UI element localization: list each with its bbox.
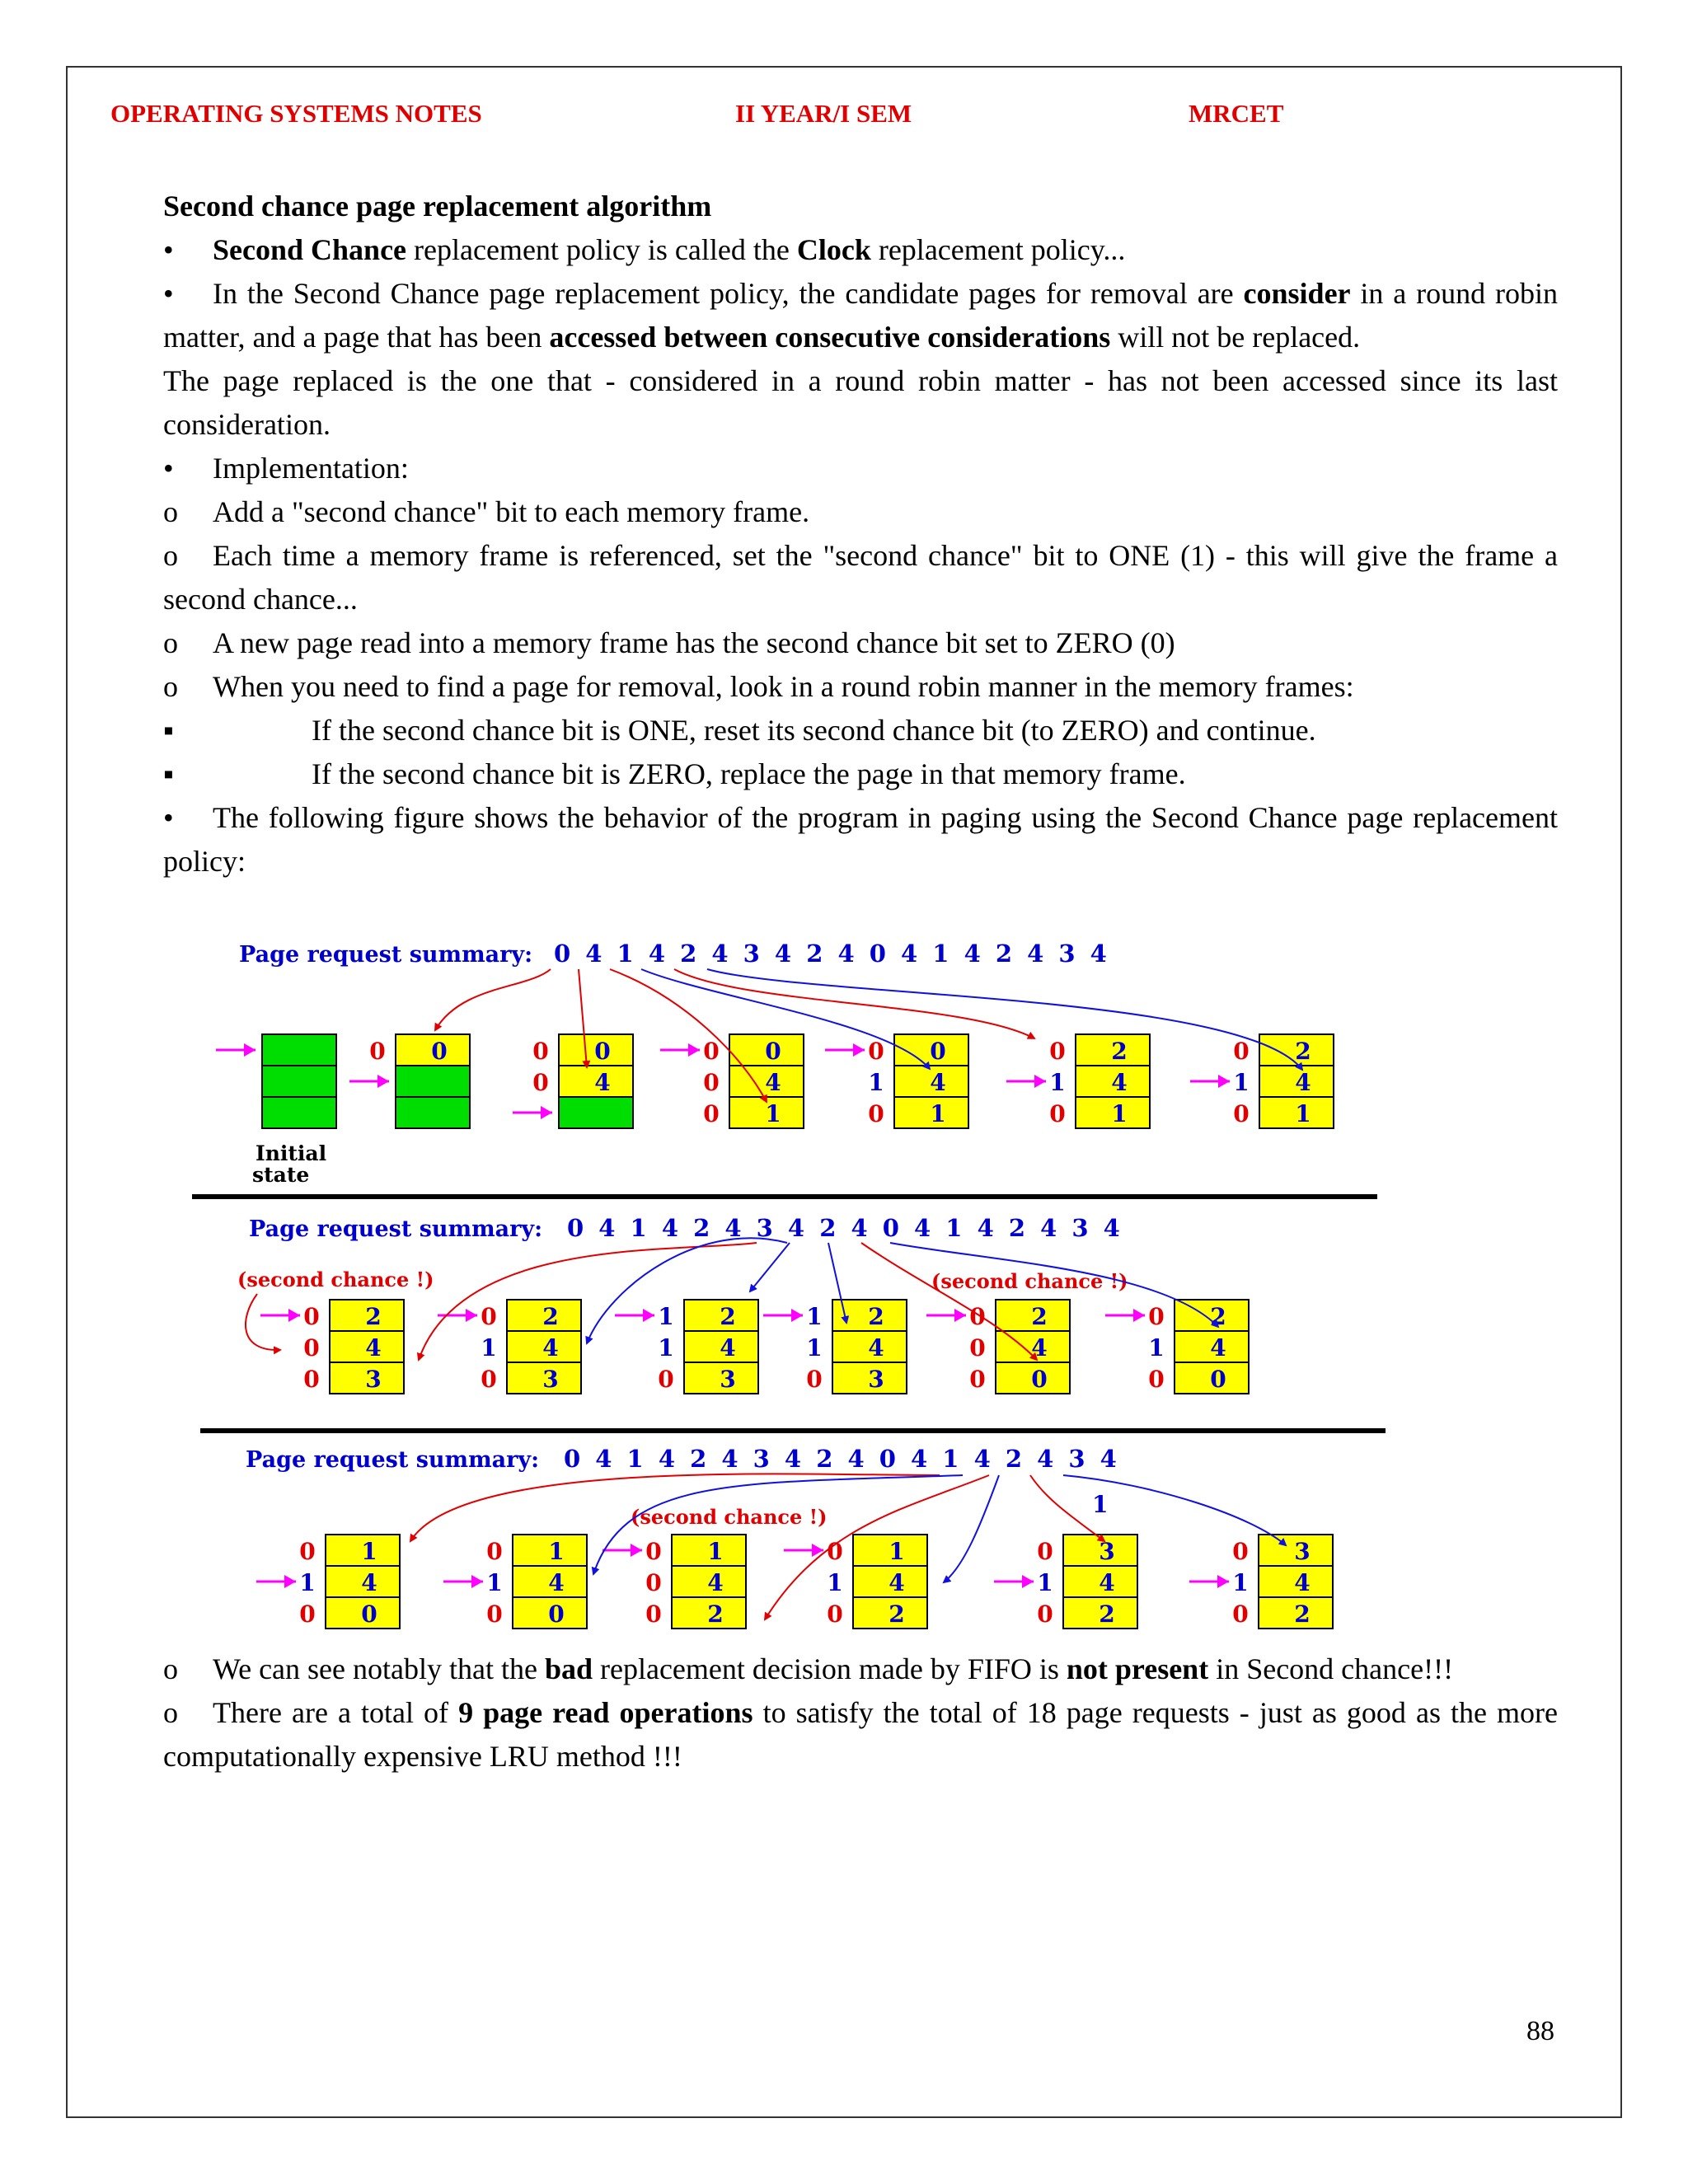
header-course: OPERATING SYSTEMS NOTES — [110, 99, 482, 128]
frame-stack — [926, 1300, 1070, 1394]
frame-stack — [1189, 1535, 1333, 1629]
page-number-label: 1 — [361, 1538, 377, 1565]
page-number-label: 4 — [594, 1069, 611, 1096]
page-number-label: 2 — [1210, 1303, 1226, 1330]
page-number-label: 1 — [889, 1538, 905, 1565]
pointer-arrow-head — [791, 1309, 803, 1322]
pointer-arrow-head — [631, 1544, 642, 1557]
second-chance-bit: 0 — [1233, 1038, 1250, 1065]
bullet-implementation: • Implementation: — [163, 452, 409, 485]
text: The following figure shows the behavior of the program in paging using the Second Chance page replacement policy: — [163, 801, 1558, 878]
second-chance-bit: 0 — [645, 1569, 662, 1596]
page-number-label: 0 — [594, 1038, 611, 1065]
bullet-clock: • Second Chance replacement policy is called the Clock replacement policy... — [163, 233, 1126, 266]
separator-line-2 — [200, 1428, 1386, 1433]
frame-stack — [438, 1300, 581, 1394]
page-number-label: 1 — [1295, 1100, 1311, 1127]
second-chance-label-1: (second chance !) — [237, 1268, 434, 1291]
page-number-label: 2 — [720, 1303, 736, 1330]
pointer-arrow-head — [688, 1043, 700, 1057]
request-sequence-3: 0 4 1 4 2 4 3 4 2 4 0 4 1 4 2 4 3 4 — [564, 1445, 1117, 1473]
page-number-label: 4 — [1031, 1334, 1048, 1361]
subitem-add-bit: o Add a "second chance" bit to each memory frame. — [163, 495, 810, 528]
second-chance-bit: 0 — [299, 1601, 316, 1628]
page-number-label: 3 — [542, 1366, 559, 1393]
text: in Second chance!!! — [1208, 1652, 1454, 1685]
frame-stack — [825, 1034, 968, 1128]
second-chance-bit: 0 — [969, 1366, 986, 1393]
page-number-label: 4 — [1099, 1569, 1115, 1596]
second-chance-bit: 1 — [658, 1303, 674, 1330]
frame-stack — [784, 1535, 927, 1629]
second-chance-bit: 0 — [303, 1334, 320, 1361]
second-chance-bit: 0 — [486, 1538, 503, 1565]
page-number-label: 2 — [1111, 1038, 1128, 1065]
bold-text: consider — [1243, 277, 1351, 310]
page-number-label: 0 — [548, 1601, 565, 1628]
memory-frame-cell — [396, 1097, 470, 1128]
second-chance-bit: 0 — [645, 1601, 662, 1628]
memory-frame-cell — [262, 1097, 336, 1128]
summary-label-1: Page request summary: — [239, 942, 533, 968]
second-chance-bit: 0 — [703, 1100, 720, 1127]
page-number-label: 3 — [365, 1366, 382, 1393]
text: We can see notably that the — [213, 1652, 545, 1685]
page-number-label: 2 — [1099, 1601, 1115, 1628]
second-chance-bit: 1 — [299, 1569, 316, 1596]
memory-frame-cell — [262, 1066, 336, 1097]
frame-stack — [660, 1034, 804, 1128]
second-chance-bit: 0 — [303, 1303, 320, 1330]
page-number-label: 4 — [1294, 1569, 1311, 1596]
frame-stack — [994, 1535, 1137, 1629]
text: There are a total of — [213, 1696, 459, 1729]
page-number-label: 4 — [707, 1569, 724, 1596]
text: A new page read into a memory frame has the second chance bit set to ZERO (0) — [213, 626, 1175, 659]
text: will not be replaced. — [1110, 321, 1361, 354]
pointer-arrow-head — [1133, 1309, 1145, 1322]
second-chance-bit: 0 — [1049, 1100, 1066, 1127]
initial-state-label-2: state — [252, 1163, 310, 1187]
second-chance-bit: 1 — [658, 1334, 674, 1361]
pointer-arrow-head — [1217, 1575, 1229, 1588]
page-number-label: 2 — [1031, 1303, 1048, 1330]
text: to satisfy the total of 18 page requests - just as good as the more computationally expensive LRU method !!! — [163, 1696, 1559, 1773]
memory-frame-cell — [396, 1066, 470, 1097]
page-number-label: 1 — [707, 1538, 724, 1565]
frame-stack — [615, 1300, 758, 1394]
second-chance-bit: 0 — [532, 1038, 549, 1065]
second-chance-bit: 0 — [369, 1038, 386, 1065]
second-chance-bit: 0 — [481, 1303, 497, 1330]
pointer-arrow-head — [643, 1309, 654, 1322]
page-number-label: 4 — [365, 1334, 382, 1361]
second-chance-bit: 1 — [1037, 1569, 1053, 1596]
frame-stack — [763, 1300, 907, 1394]
text: replacement decision made by FIFO is — [593, 1652, 1067, 1685]
bullet-figure-intro: • The following figure shows the behavior of the program in paging using the Second Chance page replacement policy: — [163, 801, 1558, 878]
page-number-label: 1 — [765, 1100, 781, 1127]
summary-label-3: Page request summary: — [246, 1447, 540, 1473]
page-number-label: 3 — [720, 1366, 736, 1393]
second-chance-bit: 0 — [827, 1538, 843, 1565]
second-chance-loop-arrow — [246, 1294, 280, 1350]
extra-bit-label: 1 — [1092, 1491, 1109, 1518]
pointer-arrow-head — [288, 1309, 300, 1322]
page-number-label: 2 — [707, 1601, 724, 1628]
pointer-arrow-head — [284, 1575, 296, 1588]
arrow-page-2-hit — [750, 1243, 790, 1291]
page-number-label: 0 — [765, 1038, 781, 1065]
second-chance-bit: 1 — [827, 1569, 843, 1596]
page-number-label: 3 — [1099, 1538, 1115, 1565]
second-chance-bit: 1 — [1232, 1569, 1249, 1596]
bold-text: not present — [1066, 1652, 1209, 1685]
page-number-label: 0 — [930, 1038, 946, 1065]
second-chance-bit: 0 — [1233, 1100, 1250, 1127]
header-institute: MRCET — [1189, 99, 1284, 128]
second-chance-bit: 0 — [1232, 1601, 1249, 1628]
page-number-label: 4 — [361, 1569, 377, 1596]
page-number-label: 2 — [868, 1303, 884, 1330]
pointer-arrow-head — [244, 1043, 256, 1057]
second-chance-bit: 1 — [1049, 1069, 1066, 1096]
page-number-label: 4 — [720, 1334, 736, 1361]
page-number-label: 0 — [1031, 1366, 1048, 1393]
bullet-round-robin: • In the Second Chance page replacement policy, the candidate pages for removal are consider in a round robin matter, and a page that has been accessed between consecutive considerations will not be replaced. — [163, 277, 1558, 354]
page-number-label: 2 — [889, 1601, 905, 1628]
square-item-one: ▪ If the second chance bit is ONE, reset its second chance bit (to ZERO) and continue. — [163, 714, 1316, 747]
text: in a round robin matter, and a page that has been — [163, 277, 1558, 354]
arrow-page-4-hit-7 — [944, 1475, 999, 1582]
page-number-label: 2 — [542, 1303, 559, 1330]
text: In the Second Chance page replacement policy, the candidate pages for removal are — [213, 277, 1244, 310]
page-number-label: 2 — [1294, 1601, 1311, 1628]
text: replacement policy... — [870, 233, 1126, 266]
second-chance-bit: 0 — [969, 1334, 986, 1361]
page-number-label: 4 — [889, 1569, 905, 1596]
second-chance-bit: 0 — [486, 1601, 503, 1628]
page-number-label: 4 — [1210, 1334, 1226, 1361]
pointer-arrow-head — [377, 1075, 389, 1088]
bold-text: bad — [544, 1652, 593, 1685]
text: replacement policy is called the — [406, 233, 797, 266]
page-number-label: 4 — [868, 1334, 884, 1361]
pointer-arrow-head — [466, 1309, 477, 1322]
request-sequence-2: 0 4 1 4 2 4 3 4 2 4 0 4 1 4 2 4 3 4 — [567, 1214, 1120, 1242]
pointer-arrow-head — [471, 1575, 483, 1588]
second-chance-bit: 0 — [532, 1069, 549, 1096]
second-chance-bit: 1 — [1233, 1069, 1250, 1096]
second-chance-bit: 0 — [703, 1038, 720, 1065]
text: If the second chance bit is ONE, reset its second chance bit (to ZERO) and continue. — [312, 714, 1316, 747]
frame-stack — [216, 1034, 336, 1128]
second-chance-bit: 0 — [1148, 1303, 1165, 1330]
page-number-label: 1 — [1111, 1100, 1128, 1127]
page-number-label: 1 — [548, 1538, 565, 1565]
page-number-label: 0 — [1210, 1366, 1226, 1393]
page-number-label: 4 — [1111, 1069, 1128, 1096]
summary-label-2: Page request summary: — [249, 1216, 543, 1242]
second-chance-bit: 0 — [703, 1069, 720, 1096]
bold-text: Clock — [796, 233, 871, 266]
frame-states — [216, 1034, 1334, 1629]
page-number: 88 — [1526, 2016, 1554, 2046]
subitem-new-page: o A new page read into a memory frame has the second chance bit set to ZERO (0) — [163, 626, 1175, 659]
frame-stack — [1006, 1034, 1150, 1128]
frame-stack — [260, 1300, 404, 1394]
frame-stack — [603, 1535, 746, 1629]
text: Add a "second chance" bit to each memory frame. — [213, 495, 810, 528]
initial-state-label-1: Initial — [256, 1141, 327, 1165]
square-item-zero: ▪ If the second chance bit is ZERO, replace the page in that memory frame. — [163, 757, 1186, 790]
page-number-label: 0 — [361, 1601, 377, 1628]
second-chance-bit: 0 — [303, 1366, 320, 1393]
bold-text: accessed between consecutive considerations — [549, 321, 1111, 354]
second-chance-bit: 0 — [969, 1303, 986, 1330]
second-chance-bit: 1 — [868, 1069, 884, 1096]
second-chance-label-3: (second chance !) — [631, 1505, 828, 1529]
second-chance-bit: 0 — [1037, 1538, 1053, 1565]
header-year: II YEAR/I SEM — [735, 99, 912, 128]
second-chance-bit: 0 — [1049, 1038, 1066, 1065]
conclusion-page-reads: o There are a total of 9 page read operations to satisfy the total of 18 page requests - just as good as the more computationally expensive LRU method !!! — [163, 1696, 1559, 1773]
pointer-arrow-head — [1022, 1575, 1034, 1588]
frame-stack — [1105, 1300, 1249, 1394]
memory-frame-cell — [262, 1034, 336, 1066]
page-number-label: 4 — [542, 1334, 559, 1361]
arrow-page-0 — [435, 969, 551, 1030]
page-number-label: 2 — [1295, 1038, 1311, 1065]
page-number-label: 3 — [1294, 1538, 1311, 1565]
second-chance-bit: 0 — [868, 1100, 884, 1127]
second-chance-bit: 0 — [1037, 1601, 1053, 1628]
pointer-arrow-head — [541, 1106, 552, 1119]
pointer-arrow-head — [1218, 1075, 1230, 1088]
second-chance-bit: 1 — [806, 1334, 823, 1361]
memory-frame-cell — [559, 1097, 633, 1128]
text: When you need to find a page for removal, look in a round robin manner in the memory frames: — [213, 670, 1354, 703]
text: Implementation: — [213, 452, 409, 485]
separator-line-1 — [192, 1194, 1377, 1199]
subitem-find-page: o When you need to find a page for removal, look in a round robin manner in the memory frames: — [163, 670, 1354, 703]
frame-stack — [513, 1034, 633, 1128]
second-chance-bit: 0 — [806, 1366, 823, 1393]
second-chance-label-2: (second chance !) — [931, 1269, 1128, 1293]
second-chance-bit: 0 — [658, 1366, 674, 1393]
frame-stack — [256, 1535, 400, 1629]
bold-text: 9 page read operations — [458, 1696, 753, 1729]
second-chance-bit: 0 — [827, 1601, 843, 1628]
page-number-label: 1 — [930, 1100, 946, 1127]
section-title: Second chance page replacement algorithm — [163, 190, 712, 223]
subitem-referenced: o Each time a memory frame is referenced, set the "second chance" bit to ONE (1) - this will give the frame a second chance... — [163, 539, 1558, 616]
pointer-arrow-head — [1034, 1075, 1046, 1088]
second-chance-bit: 0 — [868, 1038, 884, 1065]
text: Each time a memory frame is referenced, set the "second chance" bit to ONE (1) - this will give the frame a second chance... — [163, 539, 1558, 616]
pointer-arrow-head — [853, 1043, 865, 1057]
page-number-label: 4 — [930, 1069, 946, 1096]
second-chance-bit: 0 — [645, 1538, 662, 1565]
paragraph-replaced-page: The page replaced is the one that - considered in a round robin matter - has not been accessed since its last consideration. — [163, 364, 1558, 441]
text: If the second chance bit is ZERO, replace the page in that memory frame. — [312, 757, 1186, 790]
second-chance-bit: 0 — [1232, 1538, 1249, 1565]
request-sequence-1: 0 4 1 4 2 4 3 4 2 4 0 4 1 4 2 4 3 4 — [554, 940, 1107, 968]
page-number-label: 4 — [765, 1069, 781, 1096]
second-chance-bit: 1 — [1148, 1334, 1165, 1361]
frame-stack — [443, 1535, 587, 1629]
page-number-label: 0 — [431, 1038, 448, 1065]
conclusion-fifo: o We can see notably that the bad replacement decision made by FIFO is not present in Second chance!!! — [163, 1652, 1454, 1685]
page-number-label: 4 — [548, 1569, 565, 1596]
second-chance-bit: 0 — [299, 1538, 316, 1565]
frame-stack — [349, 1034, 470, 1128]
conclusion-text — [163, 1647, 1558, 1779]
frame-stack — [1190, 1034, 1334, 1128]
page-number-label: 2 — [365, 1303, 382, 1330]
second-chance-bit: 1 — [486, 1569, 503, 1596]
pointer-arrow-head — [954, 1309, 966, 1322]
second-chance-bit: 1 — [481, 1334, 497, 1361]
bold-text: Second Chance — [213, 233, 407, 266]
second-chance-bit: 1 — [806, 1303, 823, 1330]
page-number-label: 3 — [868, 1366, 884, 1393]
second-chance-bit: 0 — [1148, 1366, 1165, 1393]
page-number-label: 4 — [1295, 1069, 1311, 1096]
second-chance-bit: 0 — [481, 1366, 497, 1393]
arrow-page-2 — [674, 969, 1034, 1038]
